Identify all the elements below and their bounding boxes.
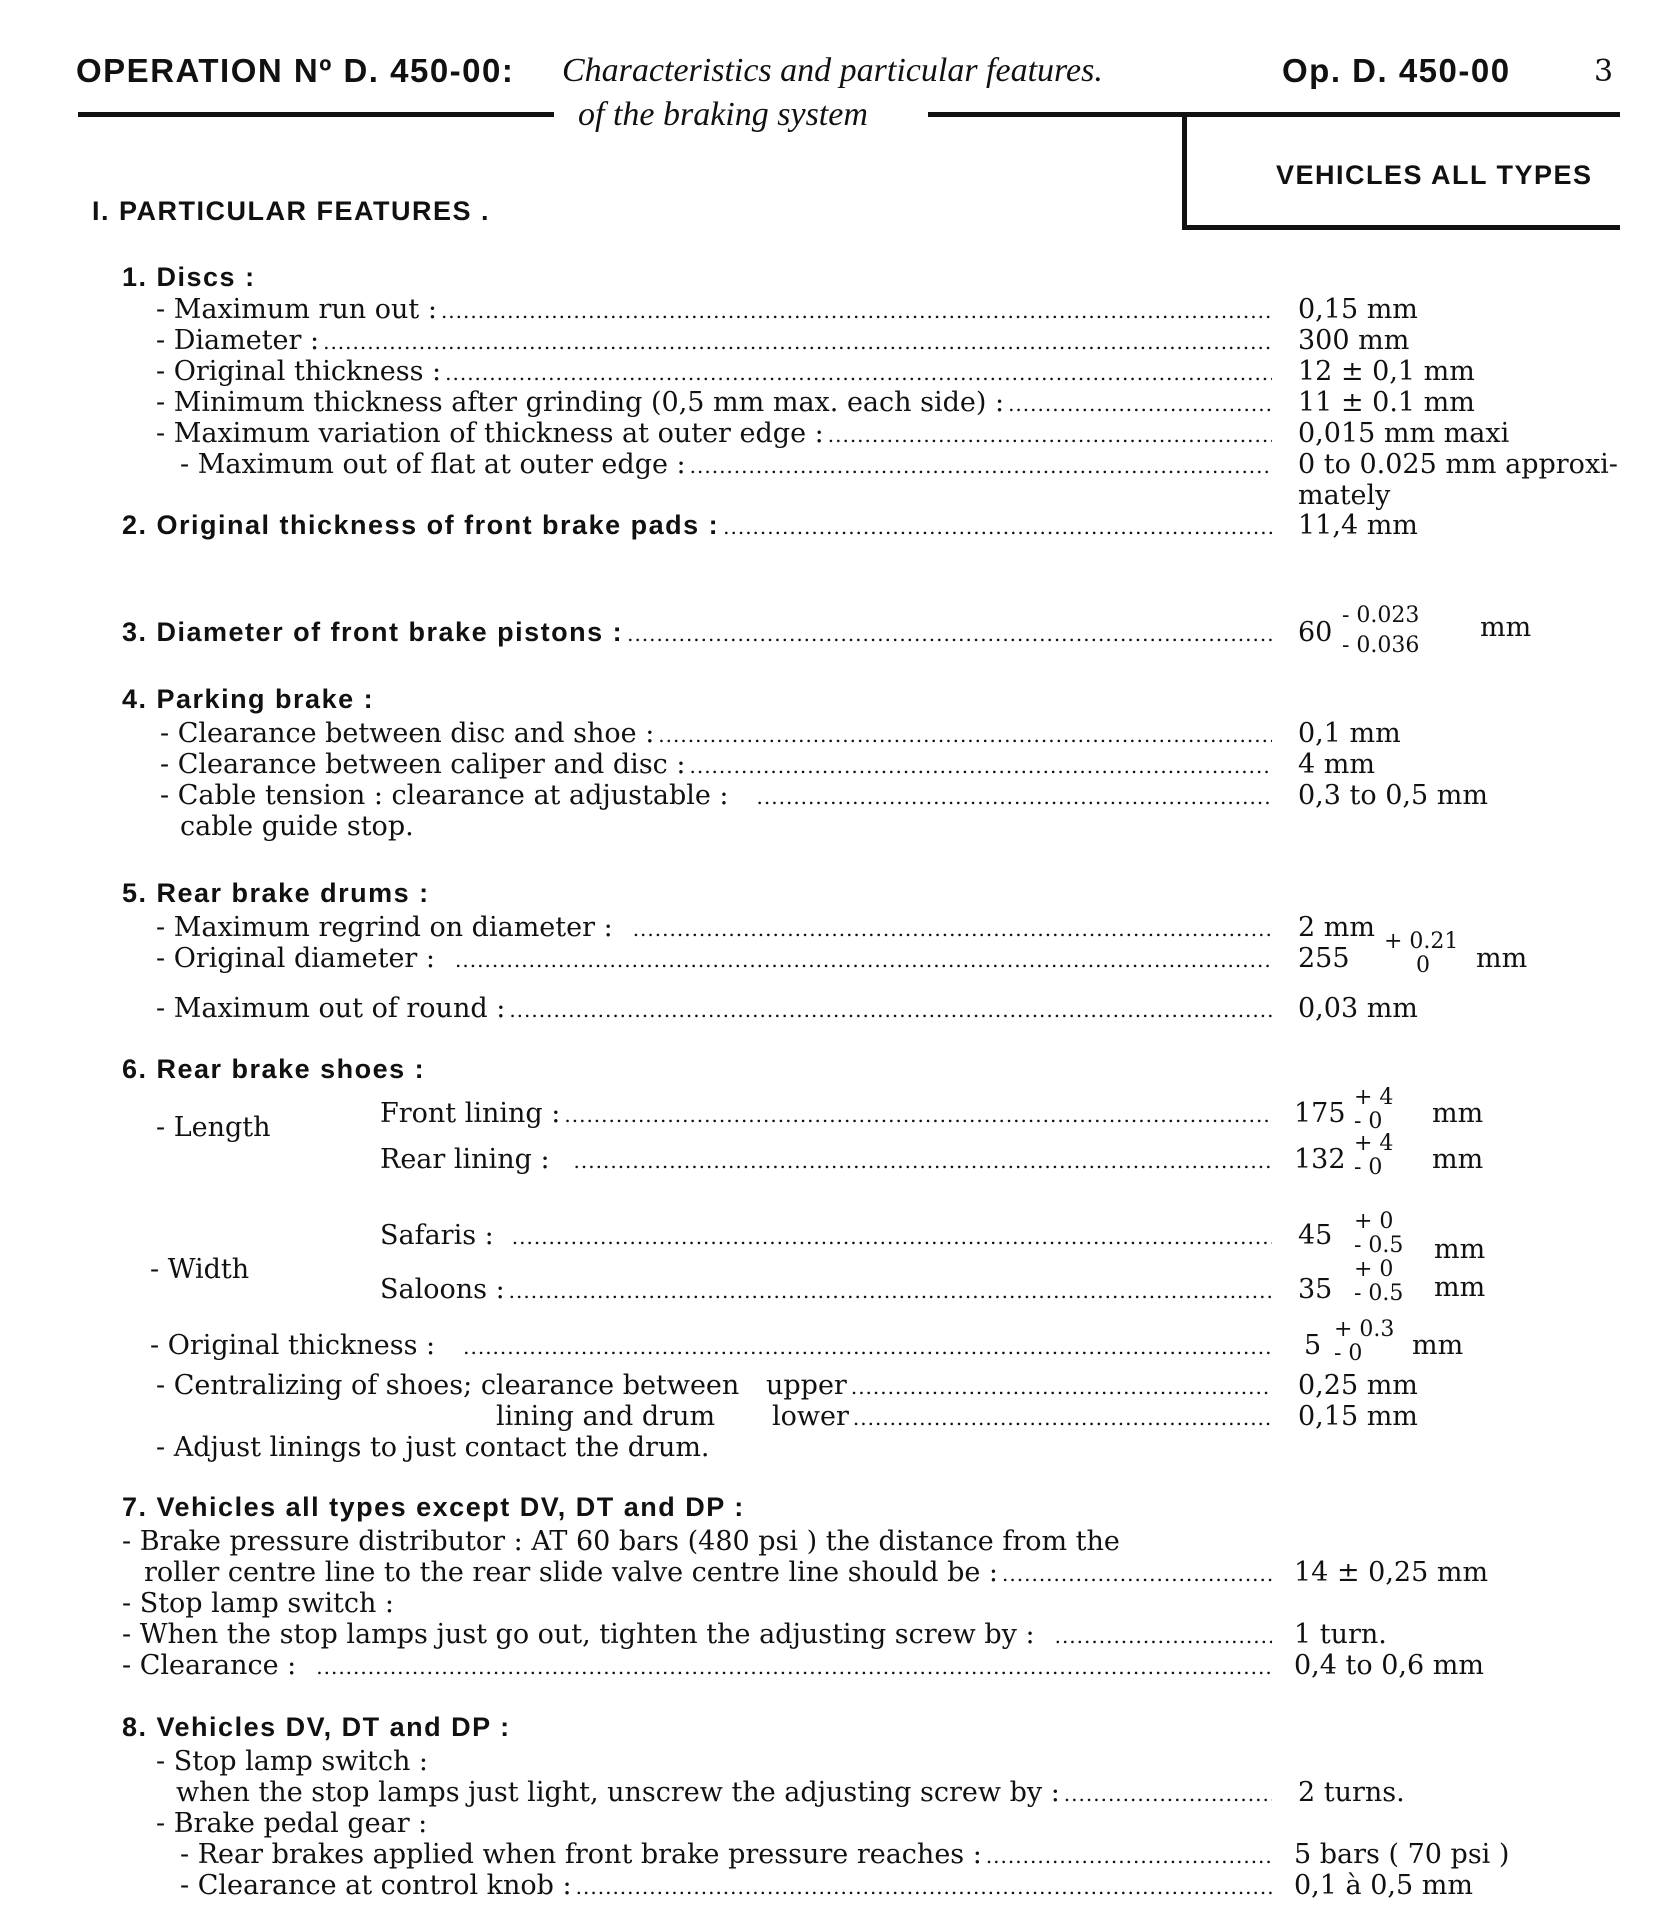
tolerance-upper: + 0.3 bbox=[1334, 1317, 1395, 1342]
spec-row: - Maximum run out : ..... bbox=[156, 294, 1276, 325]
vehicles-all-types: VEHICLES ALL TYPES bbox=[1276, 160, 1593, 190]
spec-row: lower ..... bbox=[772, 1401, 1276, 1432]
tolerance-upper: + 4 bbox=[1354, 1085, 1394, 1110]
page-number: 3 bbox=[1594, 54, 1614, 89]
spec-value: 2 turns. bbox=[1298, 1777, 1405, 1808]
tolerance-lower: - 0 bbox=[1354, 1109, 1383, 1134]
tolerance-lower: - 0.5 bbox=[1354, 1281, 1404, 1306]
spec-value: 0,15 mm bbox=[1298, 294, 1418, 325]
spec-value: 0,1 mm bbox=[1298, 718, 1401, 749]
section-6-title: 6. Rear brake shoes : bbox=[122, 1054, 426, 1084]
tolerance-lower: - 0 bbox=[1354, 1155, 1383, 1180]
spec-row: - Minimum thickness after grinding (0,5 mm max. each side) : ..... bbox=[156, 387, 1276, 418]
header-rule-left bbox=[78, 112, 554, 117]
spec-value: 0,25 mm bbox=[1298, 1370, 1418, 1401]
section-4-title: 4. Parking brake : bbox=[122, 684, 375, 714]
section-2-value: 11,4 mm bbox=[1298, 510, 1418, 541]
section-2-row: 2. Original thickness of front brake pads : ..... bbox=[122, 510, 1276, 541]
spec-value: 132 bbox=[1294, 1144, 1346, 1175]
spec-value: 2 mm bbox=[1298, 912, 1375, 943]
section-1-title: 1. Discs : bbox=[122, 262, 256, 292]
width-label: - Width bbox=[150, 1254, 250, 1285]
spec-row: - Clearance at control knob : ..... bbox=[180, 1870, 1276, 1901]
spec-value: 175 bbox=[1294, 1098, 1346, 1129]
spec-value: 35 bbox=[1298, 1274, 1333, 1305]
spec-value: 0,4 to 0,6 mm bbox=[1294, 1650, 1484, 1681]
tolerance-lower: - 0.036 bbox=[1342, 633, 1420, 658]
spec-value: 0,1 à 0,5 mm bbox=[1294, 1870, 1473, 1901]
section-7-title: 7. Vehicles all types except DV, DT and DP : bbox=[122, 1492, 745, 1522]
tolerance-upper: + 0.21 bbox=[1384, 929, 1459, 954]
tolerance-lower: 0 bbox=[1416, 953, 1430, 978]
spec-row: Saloons : ..... bbox=[380, 1274, 1276, 1305]
unit: mm bbox=[1432, 1098, 1484, 1129]
operation-number: OPERATION Nº D. 450-00: bbox=[76, 52, 515, 89]
section-8-title: 8. Vehicles DV, DT and DP : bbox=[122, 1712, 511, 1742]
unit: mm bbox=[1412, 1330, 1464, 1361]
spec-value: 1 turn. bbox=[1294, 1619, 1387, 1650]
section-3-value: 60 bbox=[1298, 617, 1333, 648]
spec-row: Front lining : ..... bbox=[380, 1098, 1276, 1129]
text-line: - Brake pressure distributor : AT 60 bars (480 psi ) the distance from the bbox=[122, 1526, 1120, 1557]
text-line: - Stop lamp switch : bbox=[156, 1746, 429, 1777]
spec-row: - When the stop lamps just go out, tighten the adjusting screw by : ..... bbox=[122, 1619, 1276, 1650]
spec-value: 45 bbox=[1298, 1220, 1333, 1251]
spec-value: 14 ± 0,25 mm bbox=[1294, 1557, 1489, 1588]
spec-value: 0,15 mm bbox=[1298, 1401, 1418, 1432]
text-line: - Stop lamp switch : bbox=[122, 1588, 395, 1619]
spec-row: - Clearance : ..... bbox=[122, 1650, 1276, 1681]
spec-value: 4 mm bbox=[1298, 749, 1375, 780]
vehicles-box-left-rule bbox=[1182, 112, 1187, 230]
spec-value: 5 bbox=[1304, 1330, 1322, 1361]
section-3-row: 3. Diameter of front brake pistons : ..... bbox=[122, 617, 1276, 648]
header-rule-right bbox=[928, 112, 1620, 117]
spec-row: Rear lining : ..... bbox=[380, 1144, 1276, 1175]
spec-value: 11 ± 0.1 mm bbox=[1298, 387, 1475, 418]
spec-row: roller centre line to the rear slide valve centre line should be : ..... bbox=[144, 1557, 1276, 1588]
spec-value-continued: mately bbox=[1298, 480, 1391, 511]
spec-value: 0 to 0.025 mm approxi- bbox=[1298, 449, 1618, 480]
spec-row: - Rear brakes applied when front brake pressure reaches : ..... bbox=[180, 1839, 1276, 1870]
tolerance-lower: - 0.5 bbox=[1354, 1233, 1404, 1258]
spec-value: 0,015 mm maxi bbox=[1298, 418, 1510, 449]
spec-row: - Diameter : ..... bbox=[156, 325, 1276, 356]
tolerance-upper: + 4 bbox=[1354, 1131, 1394, 1156]
unit: mm bbox=[1434, 1272, 1486, 1303]
vehicles-box-bottom-rule bbox=[1182, 225, 1620, 230]
text-line: - Brake pedal gear : bbox=[156, 1808, 428, 1839]
unit: mm bbox=[1434, 1234, 1486, 1265]
spec-row: - Original diameter : ..... bbox=[156, 943, 1276, 974]
spec-value: 0,03 mm bbox=[1298, 993, 1418, 1024]
spec-row: - Maximum regrind on diameter : ..... bbox=[156, 912, 1276, 943]
spec-row: - Original thickness : ..... bbox=[156, 356, 1276, 387]
tolerance-upper: + 0 bbox=[1354, 1257, 1394, 1282]
adjust-note: - Adjust linings to just contact the drum. bbox=[156, 1432, 710, 1463]
tolerance-upper: - 0.023 bbox=[1342, 603, 1420, 628]
spec-value: 255 bbox=[1298, 943, 1350, 974]
spec-value: 5 bars ( 70 psi ) bbox=[1294, 1839, 1510, 1870]
tolerance-upper: + 0 bbox=[1354, 1209, 1394, 1234]
spec-value: 12 ± 0,1 mm bbox=[1298, 356, 1475, 387]
spec-row: - Maximum variation of thickness at outer edge : ..... bbox=[156, 418, 1276, 449]
spec-row: - Cable tension : clearance at adjustable : ..... bbox=[160, 780, 1276, 811]
unit: mm bbox=[1476, 943, 1528, 974]
unit: mm bbox=[1480, 612, 1532, 643]
spec-row: - Clearance between disc and shoe : ..... bbox=[160, 718, 1276, 749]
operation-reference: Op. D. 450-00 bbox=[1282, 52, 1511, 89]
spec-row: - Original thickness : ..... bbox=[150, 1330, 1276, 1361]
section-title: I. PARTICULAR FEATURES . bbox=[92, 196, 490, 226]
length-label: - Length bbox=[156, 1112, 271, 1143]
title-line-2: of the braking system bbox=[578, 96, 868, 133]
section-5-title: 5. Rear brake drums : bbox=[122, 878, 430, 908]
centralizing-continued: lining and drum bbox=[496, 1401, 716, 1432]
spec-row: - Clearance between caliper and disc : ..... bbox=[160, 749, 1276, 780]
spec-row: upper ..... bbox=[766, 1370, 1276, 1401]
continuation-text: cable guide stop. bbox=[180, 811, 414, 842]
spec-row: - Maximum out of round : ..... bbox=[156, 993, 1276, 1024]
spec-value: 0,3 to 0,5 mm bbox=[1298, 780, 1488, 811]
spec-row: when the stop lamps just light, unscrew the adjusting screw by : ..... bbox=[176, 1777, 1276, 1808]
unit: mm bbox=[1432, 1144, 1484, 1175]
spec-row: Safaris : ..... bbox=[380, 1220, 1276, 1251]
title-line-1: Characteristics and particular features. bbox=[562, 52, 1103, 89]
spec-value: 300 mm bbox=[1298, 325, 1410, 356]
tolerance-lower: - 0 bbox=[1334, 1341, 1363, 1366]
centralizing-label: - Centralizing of shoes; clearance between bbox=[156, 1370, 740, 1401]
spec-row: - Maximum out of flat at outer edge : ..... bbox=[180, 449, 1276, 480]
